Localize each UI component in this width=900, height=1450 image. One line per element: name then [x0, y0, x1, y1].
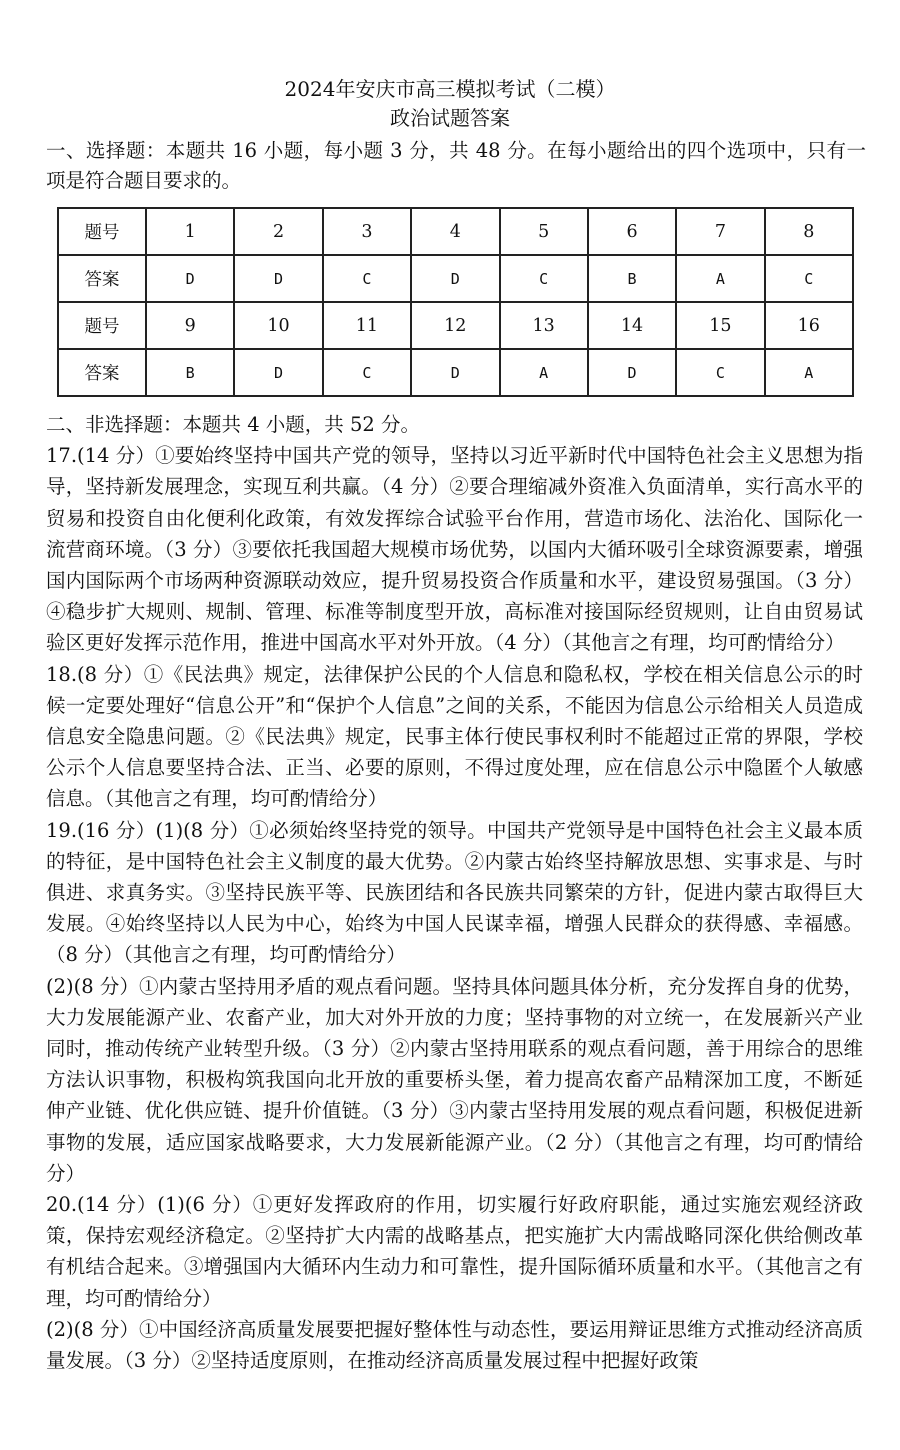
answer-table: [57, 207, 854, 397]
answer-q17: 17.(14 分）①要始终坚持中国共产党的领导，坚持以习近平新时代中国特色社会主义思想为指导，坚持新发展理念，实现互利共赢。（4 分）②要合理缩减外资准入负面清单，实行高水平的贸易和投资自由化便利化政策，有效发挥综合试验平台作用，营造市场化、法治化、国际化一流营商环境。（3 分）③要依托我国超大规模市场优势，以国内大循环吸引全球资源要素，增强国内国际两个市场两种资源联动效应，提升贸易投资合作质量和水平，建设贸易强国。（3 分）④稳步扩大规则、规制、管理、标准等制度型开放，高标准对接国际经贸规则，让自由贸易试验区更好发挥示范作用，推进中国高水平对外开放。（4 分）（其他言之有理，均可酌情给分）: [46, 444, 863, 655]
answer-q20-part1: 20.(14 分）(1)(6 分）①更好发挥政府的作用，切实履行好政府职能，通过实施宏观经济政策，保持宏观经济稳定。②坚持扩大内需的战略基点，把实施扩大内需战略同深化供给侧改革有机结合起来。③增强国内大循环内生动力和可靠性，提升国际循环质量和水平。（其他言之有理，均可酌情给分）: [46, 1193, 863, 1310]
row-header-answer: 答案: [58, 349, 146, 396]
question-number: 16: [765, 302, 853, 349]
answer-letter: C: [676, 349, 764, 396]
answer-letter: D: [411, 255, 499, 302]
answer-letter: C: [765, 255, 853, 302]
question-number: 8: [765, 208, 853, 255]
answer-letter: D: [234, 255, 322, 302]
answer-q19-part1: 19.(16 分）(1)(8 分）①必须始终坚持党的领导。中国共产党领导是中国特色社会主义最本质的特征，是中国特色社会主义制度的最大优势。②内蒙古始终坚持解放思想、实事求是、与时俱进、求真务实。③坚持民族平等、民族团结和各民族共同繁荣的方针，促进内蒙古取得巨大发展。④始终坚持以人民为中心，始终为中国人民谋幸福，增强人民群众的获得感、幸福感。（8 分）（其他言之有理，均可酌情给分）: [46, 818, 863, 967]
row-header-answer: 答案: [58, 255, 146, 302]
table-row: [58, 302, 853, 349]
table-row: [58, 208, 853, 255]
answer-letter: A: [765, 349, 853, 396]
section2-heading: 二、非选择题：本题共 4 小题，共 52 分。: [46, 413, 421, 436]
answer-q20-part2: (2)(8 分）①中国经济高质量发展要把握好整体性与动态性，要运用辩证思维方式推动经济高质量发展。（3 分）②坚持适度原则，在推动经济高质量发展过程中把握好政策: [46, 1317, 863, 1373]
page-title: 2024年安庆市高三模拟考试（二模）: [284, 77, 616, 101]
question-number: 9: [146, 302, 234, 349]
answer-q19-part2: (2)(8 分）①内蒙古坚持用矛盾的观点看问题。坚持具体问题具体分析，充分发挥自身的优势，大力发展能源产业、农畜产业，加大对外开放的力度；坚持事物的对立统一，在发展新兴产业同时，推动传统产业转型升级。（3 分）②内蒙古坚持用联系的观点看问题，善于用综合的思维方法认识事物，积极构筑我国向北开放的重要桥头堡，着力提高农畜产品精深加工度，不断延伸产业链、优化供应链、提升价值链。（3 分）③内蒙古坚持用发展的观点看问题，积极促进新事物的发展，适应国家战略要求，大力发展新能源产业。（2 分）（其他言之有理，均可酌情给分）: [46, 974, 863, 1185]
table-row: [58, 349, 853, 396]
question-number: 15: [676, 302, 764, 349]
question-number: 3: [323, 208, 411, 255]
question-number: 5: [500, 208, 588, 255]
answer-letter: B: [588, 255, 676, 302]
question-number: 11: [323, 302, 411, 349]
question-number: 13: [500, 302, 588, 349]
answer-letter: C: [500, 255, 588, 302]
answer-letter: B: [146, 349, 234, 396]
section1-instructions: 一、选择题：本题共 16 小题，每小题 3 分，共 48 分。在每小题给出的四个选项中，只有一项是符合题目要求的。: [46, 139, 866, 192]
answer-letter: D: [588, 349, 676, 396]
answer-letter: A: [500, 349, 588, 396]
row-header-number: 题号: [58, 302, 146, 349]
question-number: 2: [234, 208, 322, 255]
answer-letter: D: [146, 255, 234, 302]
answer-letter: C: [323, 255, 411, 302]
section2-answers: [46, 409, 863, 1376]
row-header-number: 题号: [58, 208, 146, 255]
question-number: 6: [588, 208, 676, 255]
answer-letter: D: [411, 349, 499, 396]
question-number: 7: [676, 208, 764, 255]
question-number: 1: [146, 208, 234, 255]
question-number: 12: [411, 302, 499, 349]
answer-letter: D: [234, 349, 322, 396]
answer-letter: A: [676, 255, 764, 302]
table-row: [58, 255, 853, 302]
question-number: 4: [411, 208, 499, 255]
question-number: 10: [234, 302, 322, 349]
page-subtitle: 政治试题答案: [390, 106, 510, 130]
question-number: 14: [588, 302, 676, 349]
answer-letter: C: [323, 349, 411, 396]
answer-q18: 18.(8 分）①《民法典》规定，法律保护公民的个人信息和隐私权，学校在相关信息公示的时候一定要处理好“信息公开”和“保护个人信息”之间的关系，不能因为信息公示给相关人员造成信息安全隐患问题。②《民法典》规定，民事主体行使民事权利时不能超过正常的界限，学校公示个人信息要坚持合法、正当、必要的原则，不得过度处理，应在信息公示中隐匿个人敏感信息。（其他言之有理，均可酌情给分）: [46, 662, 863, 811]
